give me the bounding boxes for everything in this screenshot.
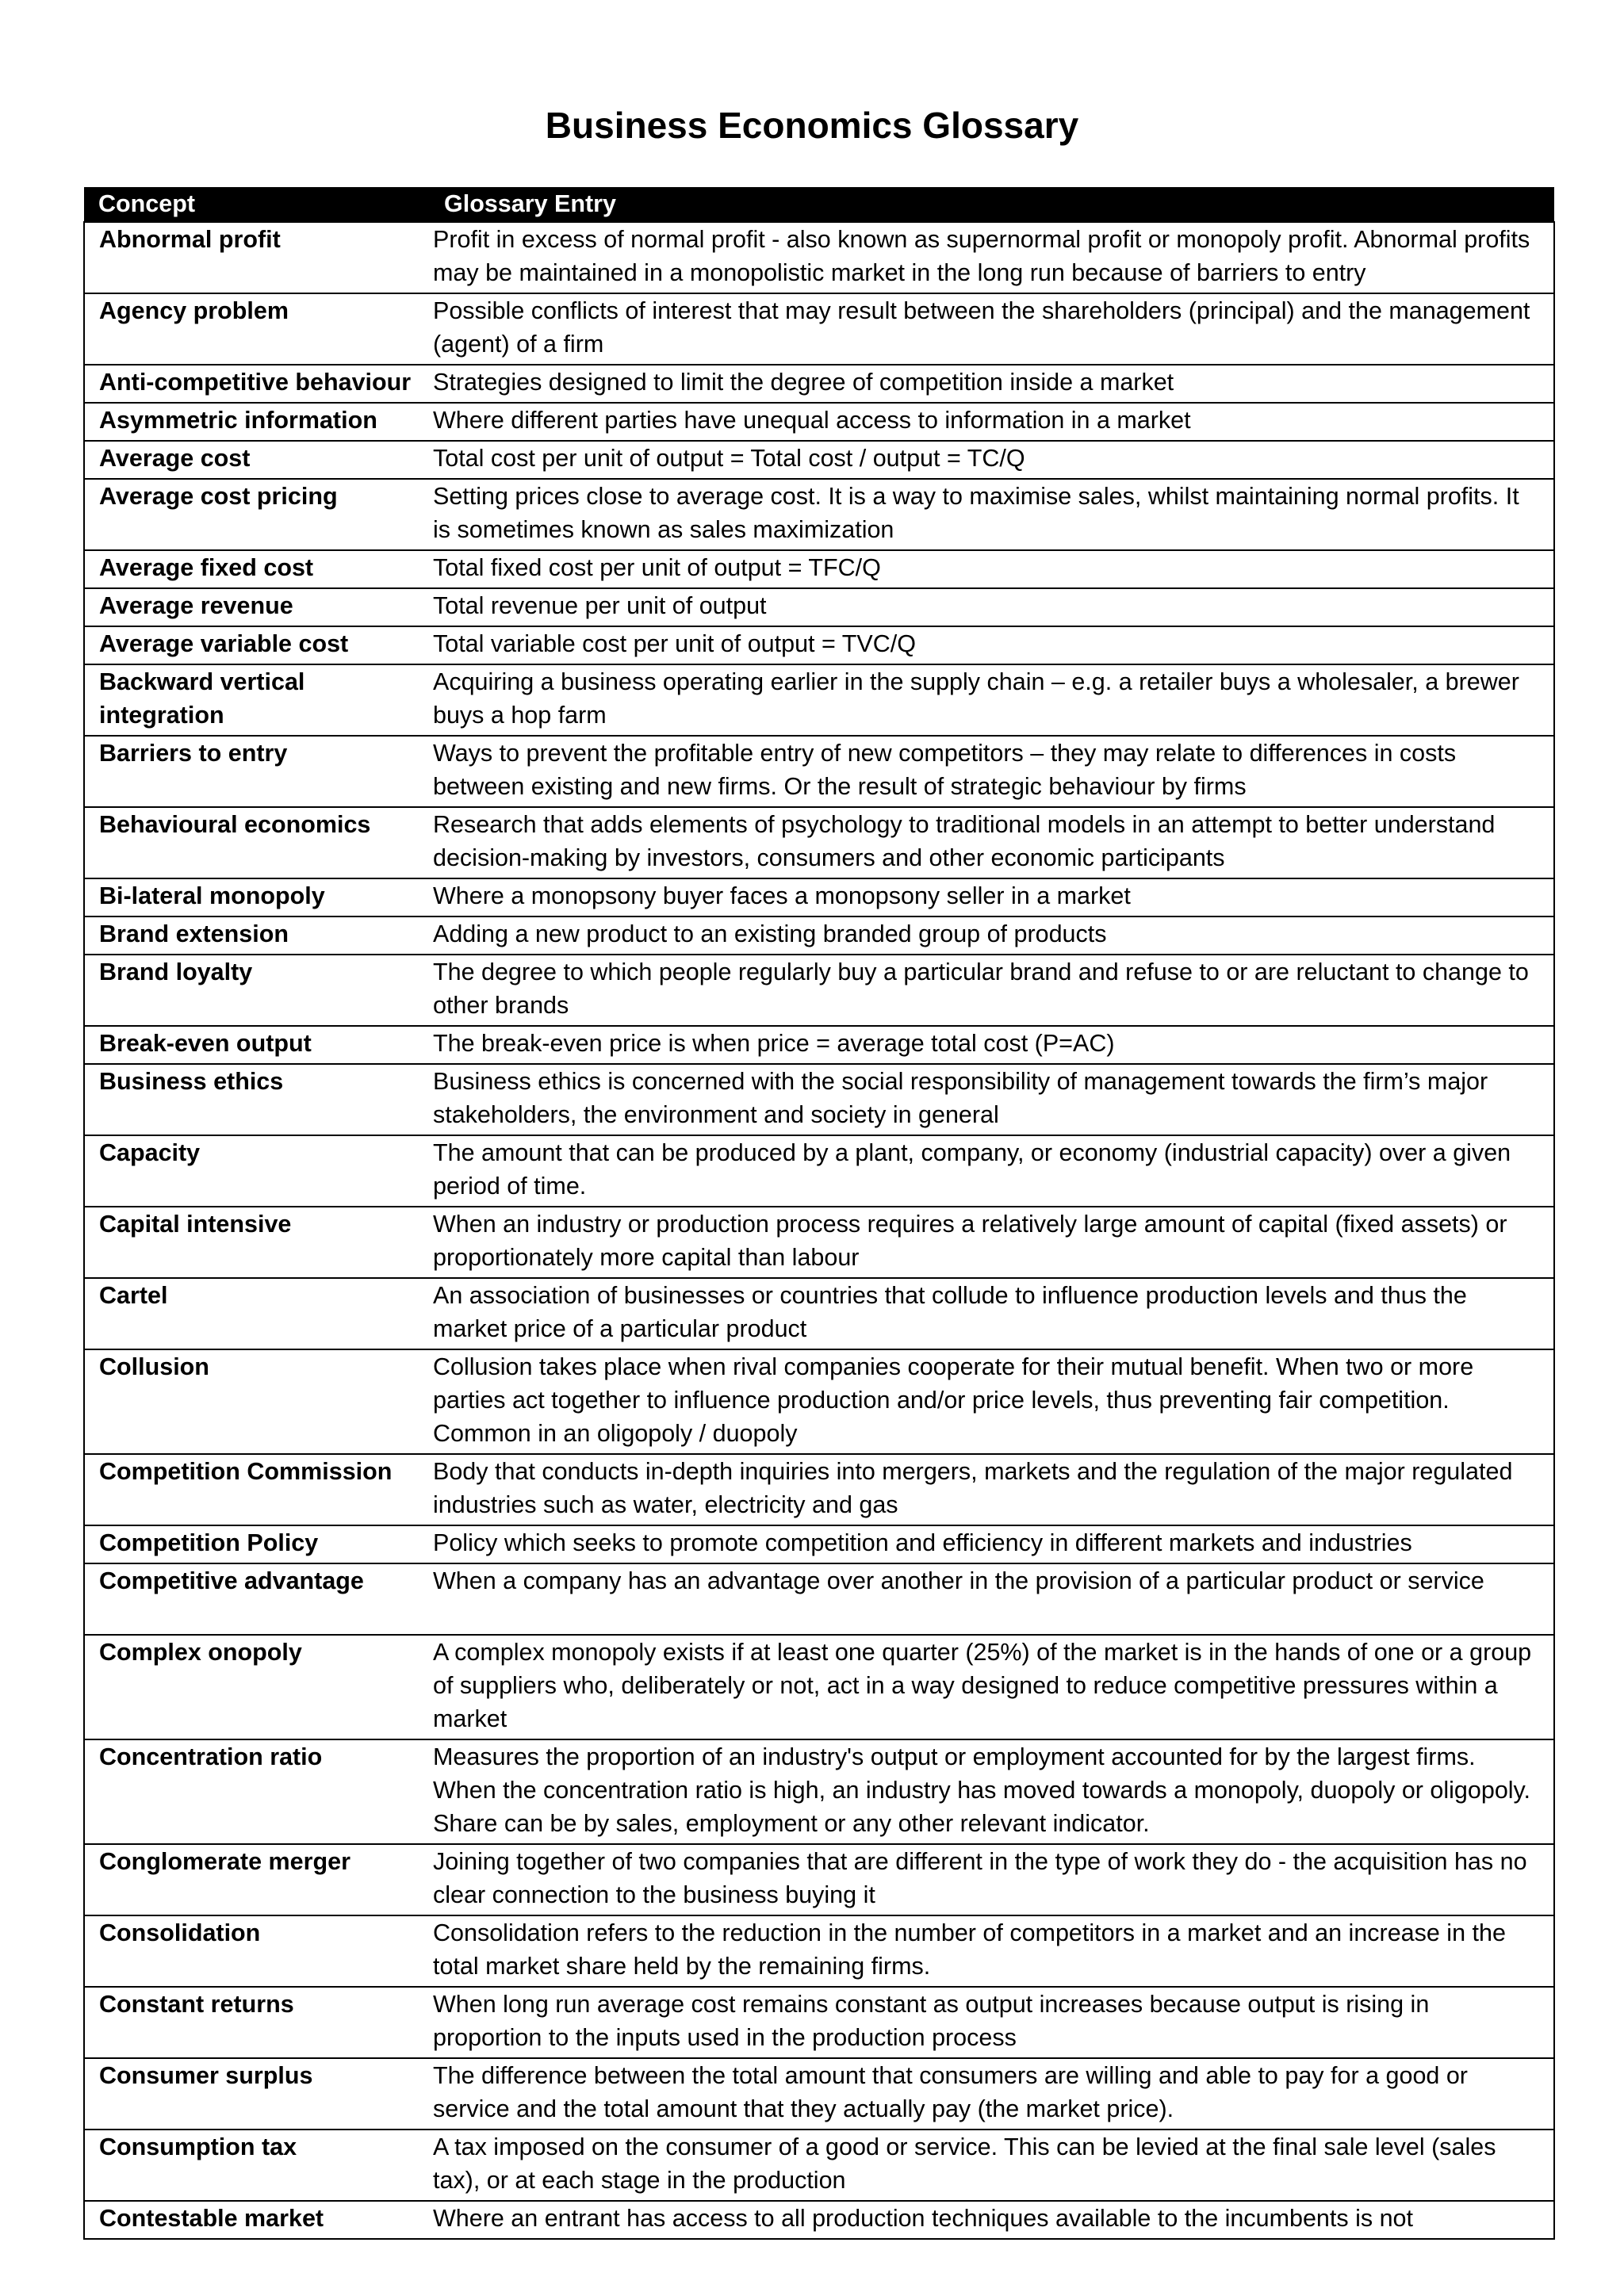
table-row (84, 2058, 1554, 2130)
entry-cell: Collusion takes place when rival companies cooperate for their mutual benefit. When two or more parties act together to influence production and/or price levels, thus preventing fair competition. Common in an oligopoly / duopoly (430, 1349, 1554, 1454)
entry-cell: Strategies designed to limit the degree of competition inside a market (430, 365, 1554, 403)
table-row (84, 1135, 1554, 1207)
entry-cell: Profit in excess of normal profit - also known as supernormal profit or monopoly profit. Abnormal profits may be maintained in a monopolistic market in the long run because of barriers to entry (430, 222, 1554, 293)
table-row (84, 293, 1554, 365)
concept-cell: Average cost pricing (84, 479, 430, 550)
table-row (84, 2130, 1554, 2201)
entry-cell: The difference between the total amount that consumers are willing and able to pay for a good or service and the total amount that they actually pay (the market price). (430, 2058, 1554, 2130)
table-row (84, 878, 1554, 916)
table-row (84, 403, 1554, 441)
table-row (84, 736, 1554, 807)
entry-cell: When an industry or production process requires a relatively large amount of capital (fixed assets) or proportionately more capital than labour (430, 1207, 1554, 1278)
table-row (84, 441, 1554, 479)
table-row (84, 664, 1554, 736)
concept-cell: Competition Policy (84, 1525, 430, 1563)
column-header-concept: Concept (84, 187, 430, 222)
table-row (84, 955, 1554, 1026)
entry-cell: Research that adds elements of psychology to traditional models in an attempt to better understand decision-making by investors, consumers and other economic participants (430, 807, 1554, 878)
table-row (84, 1844, 1554, 1915)
table-row (84, 1563, 1554, 1635)
concept-cell: Agency problem (84, 293, 430, 365)
concept-cell: Average fixed cost (84, 550, 430, 588)
table-body (84, 222, 1554, 2239)
entry-cell: Body that conducts in-depth inquiries into mergers, markets and the regulation of the major regulated industries such as water, electricity and gas (430, 1454, 1554, 1525)
table-row (84, 1278, 1554, 1349)
concept-cell: Business ethics (84, 1064, 430, 1135)
concept-cell: Complex onopoly (84, 1635, 430, 1739)
table-row (84, 1454, 1554, 1525)
concept-cell: Behavioural economics (84, 807, 430, 878)
table-row (84, 1739, 1554, 1844)
entry-cell: Total cost per unit of output = Total cost / output = TC/Q (430, 441, 1554, 479)
entry-cell: A complex monopoly exists if at least one quarter (25%) of the market is in the hands of one or a group of suppliers who, deliberately or not, act in a way designed to reduce competitive pressures within a market (430, 1635, 1554, 1739)
concept-cell: Capital intensive (84, 1207, 430, 1278)
entry-cell: Ways to prevent the profitable entry of new competitors – they may relate to differences in costs between existing and new firms. Or the result of strategic behaviour by firms (430, 736, 1554, 807)
table-row (84, 1915, 1554, 1987)
entry-cell: The break-even price is when price = average total cost (P=AC) (430, 1026, 1554, 1064)
table-row (84, 626, 1554, 664)
table-row (84, 550, 1554, 588)
concept-cell: Constant returns (84, 1987, 430, 2058)
column-header-entry: Glossary Entry (430, 187, 1554, 222)
entry-cell: Where a monopsony buyer faces a monopsony seller in a market (430, 878, 1554, 916)
table-row (84, 1207, 1554, 1278)
entry-cell: Where an entrant has access to all production techniques available to the incumbents is not (430, 2201, 1554, 2239)
table-row (84, 916, 1554, 955)
entry-cell: Total variable cost per unit of output = TVC/Q (430, 626, 1554, 664)
table-row (84, 588, 1554, 626)
entry-cell: Consolidation refers to the reduction in the number of competitors in a market and an increase in the total market share held by the remaining firms. (430, 1915, 1554, 1987)
concept-cell: Break-even output (84, 1026, 430, 1064)
concept-cell: Bi-lateral monopoly (84, 878, 430, 916)
entry-cell: The amount that can be produced by a plant, company, or economy (industrial capacity) over a given period of time. (430, 1135, 1554, 1207)
entry-cell: Total fixed cost per unit of output = TFC/Q (430, 550, 1554, 588)
entry-cell: When long run average cost remains constant as output increases because output is rising in proportion to the inputs used in the production process (430, 1987, 1554, 2058)
entry-cell: Policy which seeks to promote competition and efficiency in different markets and industries (430, 1525, 1554, 1563)
concept-cell: Collusion (84, 1349, 430, 1454)
concept-cell: Competition Commission (84, 1454, 430, 1525)
table-row (84, 1525, 1554, 1563)
concept-cell: Brand extension (84, 916, 430, 955)
concept-cell: Brand loyalty (84, 955, 430, 1026)
entry-cell: Where different parties have unequal access to information in a market (430, 403, 1554, 441)
concept-cell: Concentration ratio (84, 1739, 430, 1844)
concept-cell: Conglomerate merger (84, 1844, 430, 1915)
table-row (84, 1064, 1554, 1135)
concept-cell: Consumption tax (84, 2130, 430, 2201)
concept-cell: Abnormal profit (84, 222, 430, 293)
concept-cell: Capacity (84, 1135, 430, 1207)
entry-cell: The degree to which people regularly buy a particular brand and refuse to or are reluctant to change to other brands (430, 955, 1554, 1026)
entry-cell: Measures the proportion of an industry's output or employment accounted for by the largest firms. When the concentration ratio is high, an industry has moved towards a monopoly, duopoly or oligopoly. Share can be by sales, employment or any other relevant indicator. (430, 1739, 1554, 1844)
table-row (84, 1987, 1554, 2058)
table-row (84, 479, 1554, 550)
entry-cell: Joining together of two companies that are different in the type of work they do - the acquisition has no clear connection to the business buying it (430, 1844, 1554, 1915)
entry-cell: Setting prices close to average cost. It is a way to maximise sales, whilst maintaining normal profits. It is sometimes known as sales maximization (430, 479, 1554, 550)
entry-cell: Total revenue per unit of output (430, 588, 1554, 626)
table-row (84, 1349, 1554, 1454)
table-row (84, 1635, 1554, 1739)
concept-cell: Consolidation (84, 1915, 430, 1987)
table-header-row (84, 187, 1554, 222)
concept-cell: Average cost (84, 441, 430, 479)
entry-cell: Acquiring a business operating earlier in the supply chain – e.g. a retailer buys a wholesaler, a brewer buys a hop farm (430, 664, 1554, 736)
entry-cell: A tax imposed on the consumer of a good or service. This can be levied at the final sale level (sales tax), or at each stage in the production (430, 2130, 1554, 2201)
concept-cell: Backward vertical integration (84, 664, 430, 736)
concept-cell: Cartel (84, 1278, 430, 1349)
entry-cell: Possible conflicts of interest that may result between the shareholders (principal) and the management (agent) of a firm (430, 293, 1554, 365)
table-row (84, 365, 1554, 403)
table-row (84, 1026, 1554, 1064)
concept-cell: Competitive advantage (84, 1563, 430, 1635)
entry-cell: When a company has an advantage over another in the provision of a particular product or service (430, 1563, 1554, 1635)
concept-cell: Anti-competitive behaviour (84, 365, 430, 403)
concept-cell: Consumer surplus (84, 2058, 430, 2130)
concept-cell: Average revenue (84, 588, 430, 626)
entry-cell: An association of businesses or countries that collude to influence production levels and thus the market price of a particular product (430, 1278, 1554, 1349)
concept-cell: Barriers to entry (84, 736, 430, 807)
entry-cell: Business ethics is concerned with the social responsibility of management towards the firm’s major stakeholders, the environment and society in general (430, 1064, 1554, 1135)
concept-cell: Average variable cost (84, 626, 430, 664)
table-row (84, 807, 1554, 878)
table-row (84, 2201, 1554, 2239)
table-row (84, 222, 1554, 293)
concept-cell: Asymmetric information (84, 403, 430, 441)
concept-cell: Contestable market (84, 2201, 430, 2239)
page-title: Business Economics Glossary (545, 105, 1079, 146)
entry-cell: Adding a new product to an existing branded group of products (430, 916, 1554, 955)
glossary-table (83, 187, 1555, 2240)
